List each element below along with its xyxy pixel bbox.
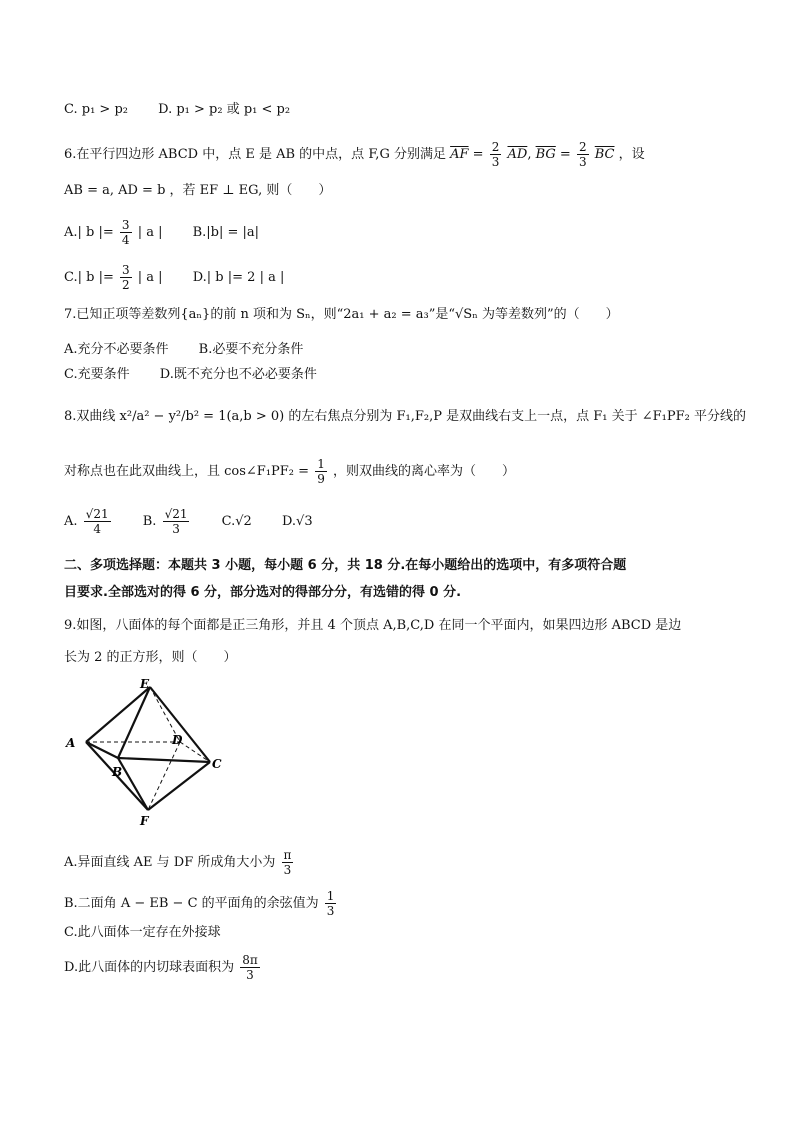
q7-option-b: B.必要不充分条件 (198, 342, 304, 357)
option-frac (240, 953, 260, 982)
frac-den: 3 (491, 155, 500, 169)
option-label: B. (142, 514, 157, 529)
q9-option-d (64, 953, 262, 982)
vertex-label-d: D (172, 733, 183, 747)
option-frac (84, 507, 111, 536)
q9-stem2: 长为 2 的正方形，则（ ） (64, 650, 237, 665)
option-tail: | a | (137, 225, 163, 240)
option-text: D.此八面体的内切球表面积为 (64, 960, 235, 975)
q6-prefix: 6.在平行四边形 ABCD 中，点 E 是 AB 的中点，点 F,G 分别满足 (64, 147, 446, 162)
q8-stem2-post: ，则双曲线的离心率为（ ） (332, 464, 515, 479)
vertex-label-a: A (66, 736, 76, 750)
frac-den: 3 (326, 904, 335, 918)
option-frac (163, 507, 190, 536)
q6-option-b: B.|b| = |a| (192, 225, 260, 240)
frac-num: π (283, 848, 292, 862)
option-text: B.二面角 A − EB − C 的平面角的余弦值为 (64, 896, 319, 911)
q6-eq: = (472, 147, 484, 162)
q7-option-d: D.既不充分也不必必要条件 (159, 367, 317, 382)
frac-num: 1 (317, 457, 325, 471)
q9-option-c: C.此八面体一定存在外接球 (64, 925, 221, 940)
option-label: A.| b |= (64, 225, 114, 240)
option-text: A.异面直线 AE 与 DF 所成角大小为 (64, 855, 276, 870)
q6-stem (64, 140, 645, 169)
option-frac (120, 263, 132, 292)
frac-den: 4 (93, 522, 101, 536)
section2-heading-line1: 二、多项选择题：本题共 3 小题，每小题 6 分，共 18 分.在每小题给出的选项中，有多项符合题 (64, 558, 627, 573)
frac-num: 2 (491, 140, 500, 154)
q6-suffix: ，设 (618, 147, 645, 162)
frac-num: 8π (242, 953, 258, 967)
q7-stem: 7.已知正项等差数列{aₙ}的前 n 项和为 Sₙ，则“2a₁ + a₂ = a₃”是“√Sₙ 为等差数列”的（ ） (64, 307, 619, 322)
option-frac (120, 218, 132, 247)
frac-den: 3 (246, 968, 254, 982)
octahedron-figure (60, 672, 250, 832)
vertex-label-b: B (112, 765, 123, 779)
q7-options-ab (64, 341, 329, 359)
q6-option-c (64, 263, 163, 292)
q6-option-d: D.| b |= 2 | a | (192, 270, 285, 285)
q6-comma: , (527, 147, 532, 162)
q6-eq2: = (559, 147, 571, 162)
option-frac (282, 848, 294, 877)
frac-den: 4 (121, 233, 130, 247)
q8-option-b (143, 507, 192, 536)
q6-vec-ad: $\overline{AD}$ (507, 147, 528, 162)
q8-stem2-pre: 对称点也在此双曲线上，且 cos∠F₁PF₂ = (64, 464, 310, 479)
q9-stem1: 9.如图，八面体的每个面都是正三角形，并且 4 个顶点 A,B,C,D 在同一个平面内，如果四边形 ABCD 是边 (64, 618, 682, 633)
q8-option-a (64, 507, 113, 536)
frac-den: 9 (317, 472, 325, 486)
q6-option-a (64, 218, 162, 247)
frac-den: 3 (283, 863, 292, 877)
q8-option-d: D.√3 (281, 514, 313, 529)
option-label: C.| b |= (64, 270, 114, 285)
frac-den: 3 (172, 522, 180, 536)
q8-stem2 (64, 457, 515, 486)
q9-option-a (64, 848, 295, 877)
q5-options (64, 101, 316, 119)
frac-den: 3 (578, 155, 587, 169)
q7-options-cd (64, 366, 343, 384)
option-label: A. (64, 514, 78, 529)
q6-options-cd (64, 263, 310, 292)
vertex-label-f: F (140, 814, 149, 828)
vertex-label-c: C (212, 757, 222, 771)
frac-den: 2 (122, 278, 130, 292)
q8-frac (315, 457, 327, 486)
frac-num: 1 (326, 889, 335, 903)
q5-option-d: D. p₁ > p₂ 或 p₁ < p₂ (158, 102, 291, 117)
q8-options (64, 507, 339, 536)
frac-num: 3 (122, 263, 130, 277)
frac-num: √21 (85, 507, 109, 521)
q5-option-c: C. p₁ > p₂ (64, 102, 128, 117)
frac-num: 3 (121, 218, 130, 232)
option-tail: | a | (137, 270, 163, 285)
frac-num: √21 (164, 507, 188, 521)
vertex-label-e: E (140, 677, 150, 691)
section2-heading-line2: 目要求.全部选对的得 6 分，部分选对的得部分分，有选错的得 0 分. (64, 585, 462, 600)
q9-option-b (64, 889, 338, 918)
q7-option-a: A.充分不必要条件 (64, 342, 169, 357)
q6-frac-1 (490, 140, 502, 169)
q8-option-c: C.√2 (221, 514, 252, 529)
q6-vec-bg: $\overline{BG}$ (535, 147, 556, 162)
q6-options-ab (64, 218, 285, 247)
q7-option-c: C.充要条件 (64, 367, 130, 382)
frac-num: 2 (578, 140, 587, 154)
option-frac (325, 889, 337, 918)
q6-vec-af: $\overline{AF}$ (450, 147, 469, 162)
q8-stem1: 8.双曲线 x²/a² − y²/b² = 1(a,b > 0) 的左右焦点分别为 F₁,F₂,P 是双曲线右支上一点，点 F₁ 关于 ∠F₁PF₂ 平分线的 (64, 409, 746, 424)
q6-line2: AB = a, AD = b ，若 EF ⊥ EG, 则（ ） (64, 183, 332, 198)
q6-frac-2 (577, 140, 589, 169)
q6-vec-bc: $\overline{BC}$ (594, 147, 615, 162)
